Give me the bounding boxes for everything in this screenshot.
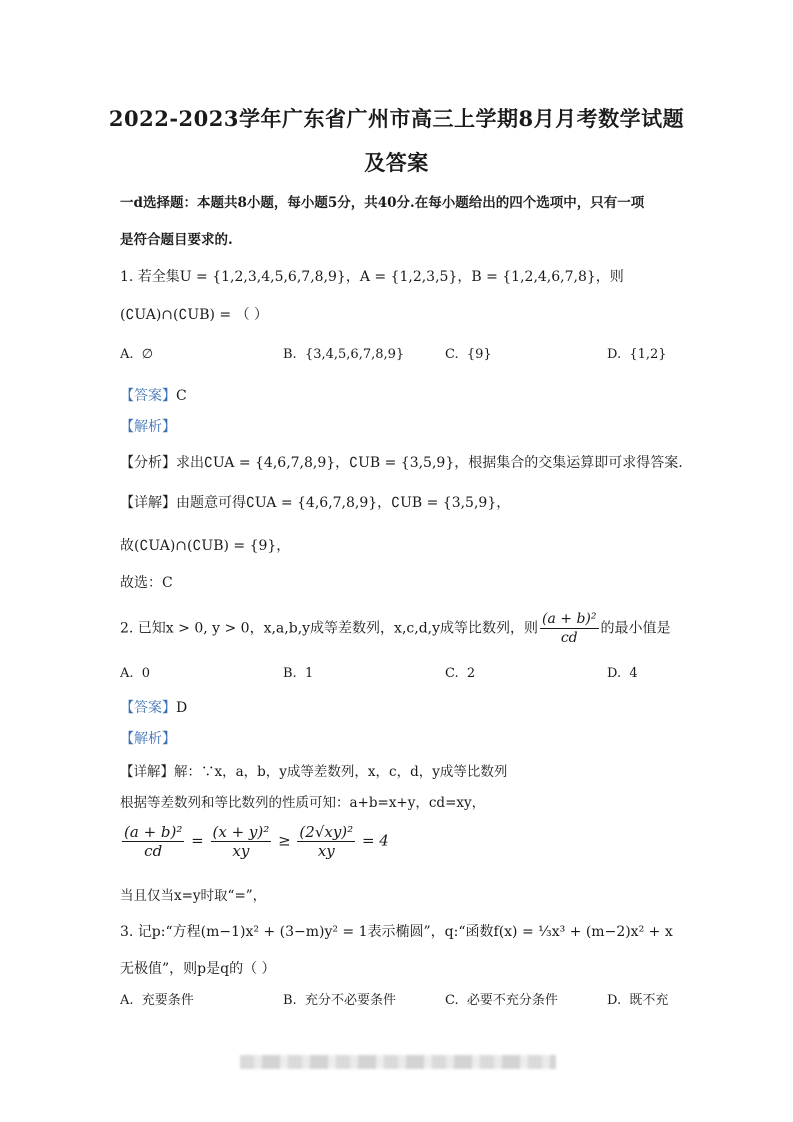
fraction-numerator: (a + b)² xyxy=(124,823,183,841)
option-label: D. xyxy=(607,993,622,1008)
q2-stem xyxy=(120,610,671,647)
option-text: 充分不必要条件 xyxy=(304,993,396,1008)
option-text: 1 xyxy=(304,666,314,681)
option-label: A. xyxy=(120,666,134,681)
answer-value: D xyxy=(176,700,188,716)
option-text: {3,4,5,6,7,8,9} xyxy=(304,347,405,362)
option-text: 充要条件 xyxy=(141,993,194,1008)
q1-stem-line2: (∁UA)∩(∁UB) = （ ） xyxy=(120,307,269,323)
document-title-line2: 及答案 xyxy=(364,150,429,175)
geq-sign: ≥ xyxy=(278,831,291,850)
q3-stem-line1: 3. 记p:“方程(m−1)x² + (3−m)y² = 1表示椭圆”，q:“函数f(x) = ⅓x³ + (m−2)x² + x xyxy=(120,924,673,940)
q2-equation xyxy=(120,823,389,860)
q1-option-c xyxy=(445,347,492,362)
q1-option-b xyxy=(283,347,404,362)
q3-option-b xyxy=(283,989,396,1008)
q1-detail-line2: 故(∁UA)∩(∁UB) = {9}， xyxy=(120,538,291,554)
option-text: {9} xyxy=(466,347,492,362)
option-text: 既不充 xyxy=(629,993,669,1008)
q2-stem-pre: 2. 已知x > 0, y > 0，x,a,b,y成等差数列，x,c,d,y成等比数列，则 xyxy=(120,620,539,637)
q2-stem-post: 的最小值是 xyxy=(600,620,671,637)
fenxi-tag: 【分析】 xyxy=(120,455,176,471)
q2-option-b xyxy=(283,666,313,681)
answer-tag: 【答案】 xyxy=(120,388,176,404)
fraction-denominator: cd xyxy=(560,630,578,646)
fraction-numerator: (2√xy)² xyxy=(299,823,354,841)
equals-sign: = xyxy=(191,831,204,850)
option-label: B. xyxy=(283,347,297,362)
q2-option-a xyxy=(120,666,150,681)
q2-stem-fraction xyxy=(540,610,598,647)
option-label: A. xyxy=(120,347,134,362)
q1-option-d xyxy=(607,347,667,362)
option-label: A. xyxy=(120,993,134,1008)
option-text: ∅ xyxy=(141,347,154,362)
q3-stem-line2: 无极值”，则p是q的（ ） xyxy=(120,961,276,977)
fraction-numerator: (x + y)² xyxy=(212,823,270,841)
option-label: B. xyxy=(283,666,297,681)
option-text: {1,2} xyxy=(629,347,667,362)
detail-tag: 【详解】 xyxy=(120,495,176,511)
q2-answer xyxy=(120,697,187,717)
fenxi-text: 求出∁UA = {4,6,7,8,9}，∁UB = {3,5,9}，根据集合的交集运算即可求得答案. xyxy=(176,455,683,471)
option-label: D. xyxy=(607,666,622,681)
option-text: 0 xyxy=(141,666,151,681)
q1-analysis-tag: 【解析】 xyxy=(120,419,176,435)
q3-option-c xyxy=(445,989,558,1008)
option-label: D. xyxy=(607,347,622,362)
q1-choose: 故选：C xyxy=(120,575,173,591)
q2-detail-line1 xyxy=(120,760,507,780)
q1-detail-line1 xyxy=(120,492,510,512)
q2-detail-line2: 根据等差数列和等比数列的性质可知：a+b=x+y，cd=xy， xyxy=(120,795,486,811)
detail-text: 由题意可得∁UA = {4,6,7,8,9}，∁UB = {3,5,9}， xyxy=(176,495,511,511)
q3-option-d xyxy=(607,989,668,1008)
eq-fraction-3 xyxy=(297,823,355,860)
eq-fraction-2 xyxy=(211,823,272,860)
q2-option-c xyxy=(445,666,475,681)
q1-answer xyxy=(120,385,187,405)
q3-option-a xyxy=(120,989,194,1008)
option-text: 必要不充分条件 xyxy=(466,993,558,1008)
q1-stem-line1: 1. 若全集U = {1,2,3,4,5,6,7,8,9}，A = {1,2,3,5}，B = {1,2,4,6,7,8}，则 xyxy=(120,269,624,285)
q2-analysis-tag: 【解析】 xyxy=(120,731,176,747)
fraction-numerator: (a + b)² xyxy=(542,611,597,627)
answer-tag: 【答案】 xyxy=(120,700,176,716)
document-title-line1: 2022-2023学年广东省广州市高三上学期8月月考数学试题 xyxy=(108,106,685,131)
option-label: B. xyxy=(283,993,297,1008)
detail-text: 解：∵x，a，b，y成等差数列，x，c，d，y成等比数列 xyxy=(174,764,508,780)
q1-option-a xyxy=(120,347,153,362)
section-heading-line2: 是符合题目要求的. xyxy=(120,232,233,248)
q1-fenxi xyxy=(120,452,683,472)
eq-fraction-1 xyxy=(122,823,184,860)
option-label: C. xyxy=(445,347,459,362)
q2-detail-line3: 当且仅当x=y时取“=”， xyxy=(120,888,267,904)
option-text: 4 xyxy=(629,666,638,681)
fraction-denominator: cd xyxy=(144,842,163,860)
option-label: C. xyxy=(445,993,459,1008)
detail-tag: 【详解】 xyxy=(120,764,174,780)
blurred-footer-watermark xyxy=(240,1055,556,1069)
option-text: 2 xyxy=(466,666,476,681)
answer-value: C xyxy=(176,388,187,404)
fraction-denominator: xy xyxy=(232,842,250,860)
section-heading-line1: 一d选择题：本题共8小题，每小题5分，共40分.在每小题给出的四个选项中，只有一项 xyxy=(120,195,645,211)
q2-option-d xyxy=(607,666,638,681)
fraction-denominator: xy xyxy=(317,842,335,860)
eq-tail: = 4 xyxy=(361,831,389,850)
option-label: C. xyxy=(445,666,459,681)
